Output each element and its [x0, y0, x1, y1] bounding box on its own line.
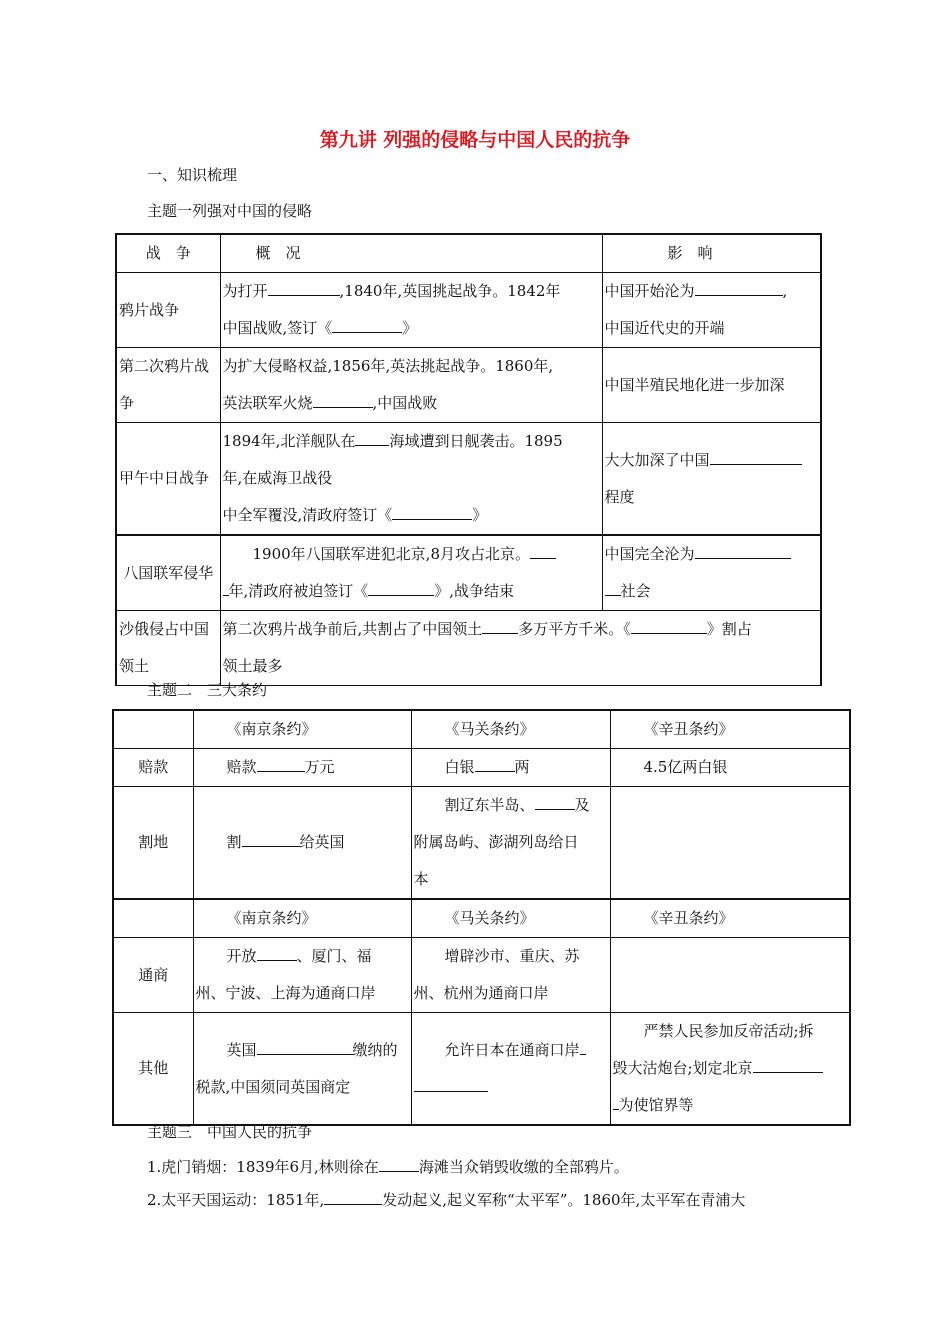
topic-three-heading: 主题三 中国人民的抗争	[147, 1123, 313, 1141]
fill-blank	[414, 1077, 488, 1092]
table-row	[116, 273, 821, 348]
table-row	[116, 348, 821, 423]
row-label: 赔款	[113, 749, 193, 787]
page-title: 第九讲 列强的侵略与中国人民的抗争	[319, 129, 631, 151]
table-header-row	[116, 234, 821, 273]
header-maguan: 《马关条约》	[411, 899, 610, 938]
fill-blank	[257, 1040, 353, 1055]
header-xinchou: 《辛丑条约》	[610, 899, 850, 938]
treaty-cell	[610, 938, 850, 1013]
row-label: 其他	[113, 1013, 193, 1126]
treaty-cell: 英国 缴纳的 税款,中国须同英国商定	[193, 1013, 411, 1126]
section-heading: 一、知识梳理	[147, 166, 238, 184]
war-overview: 1900年八国联军进犯北京,8月攻占北京。 年,清政府被迫签订《 》,战争结束	[220, 535, 602, 611]
war-name: 第二次鸦片战争	[116, 348, 220, 423]
war-name: 八国联军侵华	[116, 535, 220, 611]
war-name: 鸦片战争	[116, 273, 220, 348]
war-overview: 为扩大侵略权益,1856年,英法挑起战争。1860年, 英法联军火烧 ,中国战败	[220, 348, 602, 423]
row-label: 割地	[113, 787, 193, 900]
war-impact: 中国开始沦为 , 中国近代史的开端	[602, 273, 821, 348]
war-overview: 为打开 ,1840年,英国挑起战争。1842年 中国战败,签订《 》	[220, 273, 602, 348]
treaty-cell: 4.5亿两白银	[610, 749, 850, 787]
fill-blank	[695, 281, 783, 296]
fill-blank	[379, 1157, 419, 1172]
fill-blank	[332, 318, 402, 333]
table-row	[116, 423, 821, 536]
table-header-row	[113, 710, 850, 749]
header-nanjing: 《南京条约》	[193, 710, 411, 749]
war-impact: 中国完全沦为 社会	[602, 535, 821, 611]
header-overview: 概 况	[220, 234, 602, 273]
fill-blank	[257, 757, 305, 772]
treaty-cell: 白银 两	[411, 749, 610, 787]
fill-blank	[482, 619, 518, 634]
fill-blank	[535, 795, 575, 810]
fill-blank	[242, 832, 300, 847]
fill-blank	[355, 431, 389, 446]
table-row	[116, 611, 821, 686]
war-name: 甲午中日战争	[116, 423, 220, 536]
fill-blank	[605, 581, 621, 596]
treaty-cell: 开放 、厦门、福 州、宁波、上海为通商口岸	[193, 938, 411, 1013]
invasion-table	[115, 233, 822, 686]
table-header-row	[113, 899, 850, 938]
table-row	[113, 1013, 850, 1126]
header-impact: 影 响	[602, 234, 821, 273]
fill-blank	[631, 619, 707, 634]
treaty-cell: 割辽东半岛、 及 附属岛屿、澎湖列岛给日 本	[411, 787, 610, 900]
fill-blank	[324, 1190, 382, 1205]
list-item: 2.太平天国运动：1851年, 发动起义,起义军称“太平军”。1860年,太平军在青浦大	[147, 1191, 746, 1209]
treaty-cell: 增辟沙市、重庆、苏 州、杭州为通商口岸	[411, 938, 610, 1013]
fill-blank	[710, 450, 802, 465]
fill-blank	[695, 544, 791, 559]
table-row	[113, 787, 850, 900]
fill-blank	[530, 544, 556, 559]
fill-blank	[753, 1058, 823, 1073]
list-item: 1.虎门销烟：1839年6月,林则徐在 海滩当众销毁收缴的全部鸦片。	[147, 1158, 629, 1176]
header-maguan: 《马关条约》	[411, 710, 610, 749]
fill-blank	[392, 505, 472, 520]
treaty-cell: 割 给英国	[193, 787, 411, 900]
row-label: 通商	[113, 938, 193, 1013]
table-row	[113, 938, 850, 1013]
war-impact: 大大加深了中国 程度	[602, 423, 821, 536]
header-war: 战 争	[116, 234, 220, 273]
fill-blank	[368, 581, 434, 596]
war-overview: 第二次鸦片战争前后,共割占了中国领土 多万平方千米。《 》割占 领土最多	[220, 611, 821, 686]
topic-two-heading: 主题二 三大条约	[147, 681, 268, 699]
treaty-cell: 赔款 万元	[193, 749, 411, 787]
table-row	[116, 535, 821, 611]
fill-blank	[580, 1040, 586, 1055]
header-nanjing: 《南京条约》	[193, 899, 411, 938]
war-overview: 1894年,北洋舰队在 海域遭到日舰袭击。1895 年,在威海卫战役 中全军覆没,清政府签订《 》	[220, 423, 602, 536]
header-xinchou: 《辛丑条约》	[610, 710, 850, 749]
fill-blank	[257, 946, 297, 961]
fill-blank	[313, 393, 373, 408]
treaty-cell	[610, 787, 850, 900]
topic-one-heading: 主题一列强对中国的侵略	[147, 202, 313, 220]
table-row	[113, 749, 850, 787]
treaty-cell: 严禁人民参加反帝活动;拆 毁大沽炮台;划定北京 为使馆界等	[610, 1013, 850, 1126]
war-impact: 中国半殖民地化进一步加深	[602, 348, 821, 423]
war-name: 沙俄侵占中国领土	[116, 611, 220, 686]
fill-blank	[475, 757, 515, 772]
treaty-cell: 允许日本在通商口岸	[411, 1013, 610, 1126]
fill-blank	[268, 281, 340, 296]
treaties-table	[112, 709, 851, 1126]
